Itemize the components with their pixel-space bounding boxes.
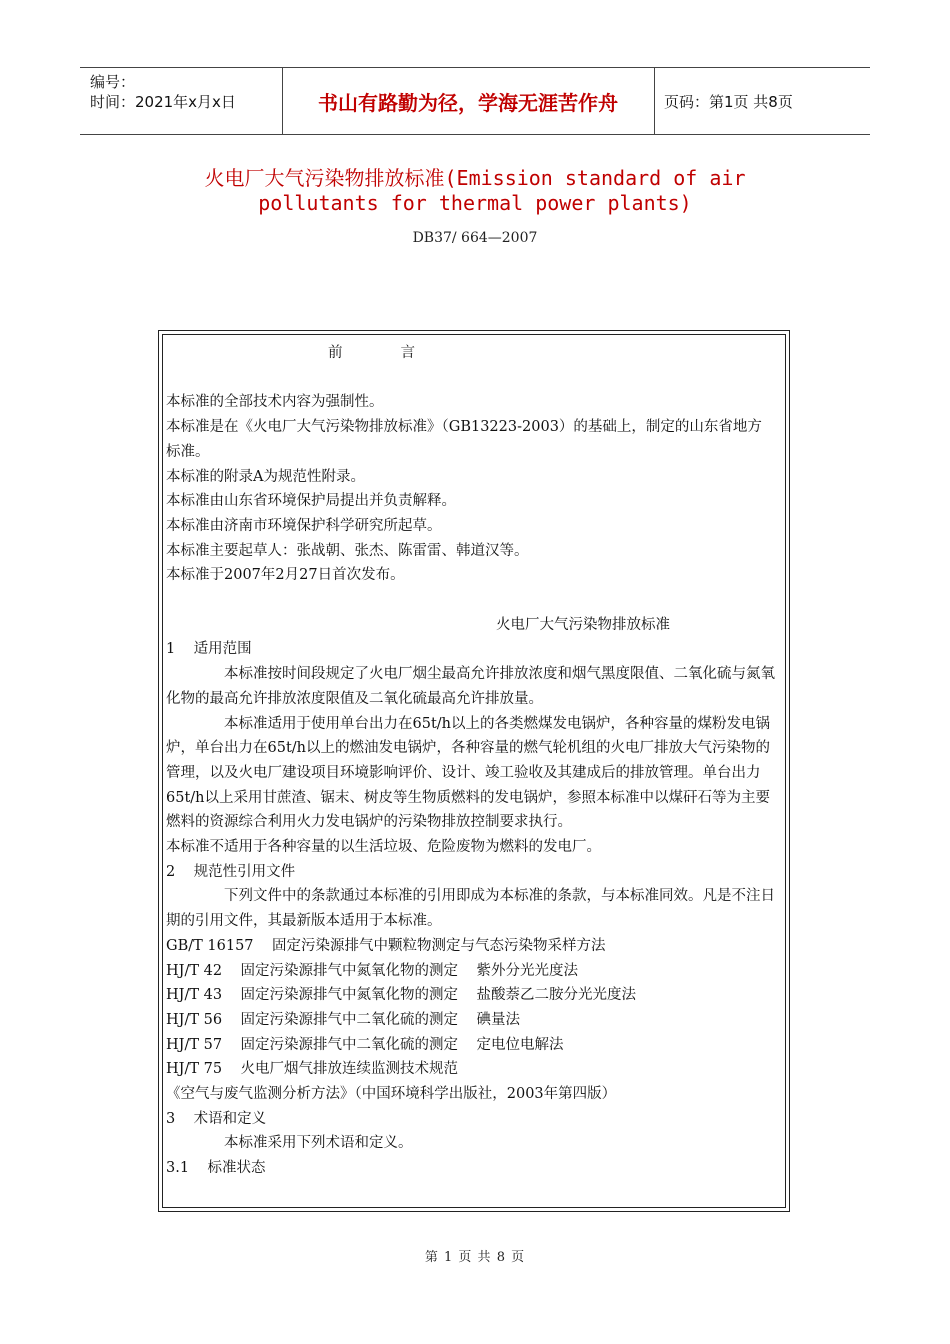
reference-item: HJ/T 56 固定污染源排气中二氧化硫的测定 碘量法 (166, 1011, 520, 1028)
title-line-2: pollutants for thermal power plants) (258, 191, 692, 215)
header-divider-right (654, 68, 655, 134)
reference-item: 《空气与废气监测分析方法》（中国环境科学出版社，2003年第四版） (166, 1086, 617, 1103)
section-2-paragraph-1: 下列文件中的条款通过本标准的引用即成为本标准的条款，与本标准同效。凡是不注日期的引用文件，其最新版本适用于本标准。 (166, 888, 775, 930)
header-meta (90, 72, 280, 112)
page-footer: 第 1 页 共 8 页 (424, 1250, 526, 1265)
section-3-paragraph-1: 本标准采用下列术语和定义。 (224, 1135, 413, 1152)
header-page-info: 页码：第1页 共8页 (664, 92, 793, 111)
preface-paragraph: 本标准的附录A为规范性附录。 (166, 468, 365, 485)
header-motto: 书山有路勤为径，学海无涯苦作舟 (318, 90, 618, 115)
reference-item: HJ/T 42 固定污染源排气中氮氧化物的测定 紫外分光光度法 (166, 962, 578, 979)
date-label: 时间：2021年x月x日 (90, 93, 236, 111)
content-frame (158, 330, 790, 1212)
spacer (166, 588, 776, 613)
reference-item: HJ/T 57 固定污染源排气中二氧化硫的测定 定电位电解法 (166, 1036, 564, 1053)
preface-paragraph: 本标准于2007年2月27日首次发布。 (166, 567, 405, 584)
standard-title: 火电厂大气污染物排放标准 (496, 616, 670, 633)
page-header (80, 67, 870, 135)
section-3-1-heading: 3.1 标准状态 (166, 1160, 266, 1177)
section-1-paragraph-1: 本标准按时间段规定了火电厂烟尘最高允许排放浓度和烟气黑度限值、二氧化硫与氮氧化物的最高允许排放浓度限值及二氧化硫最高允许排放量。 (166, 666, 775, 707)
preface-paragraph: 本标准的全部技术内容为强制性。 (166, 394, 384, 411)
document-title (100, 166, 850, 216)
code-label: 编号： (90, 73, 136, 91)
title-line-1: 火电厂大气污染物排放标准(Emission standard of air (204, 166, 746, 190)
preface-paragraph: 本标准由济南市环境保护科学研究所起草。 (166, 517, 442, 534)
preface-heading: 前 言 (328, 345, 415, 361)
standard-code: DB37/ 664—2007 (412, 230, 538, 246)
preface-paragraph: 本标准主要起草人：张战朝、张杰、陈雷雷、韩道汉等。 (166, 542, 529, 559)
section-3-heading: 3 术语和定义 (166, 1110, 267, 1127)
content-text (166, 341, 776, 1181)
preface-paragraph: 本标准由山东省环境保护局提出并负责解释。 (166, 493, 456, 510)
reference-item: GB/T 16157 固定污染源排气中颗粒物测定与气态污染物采样方法 (166, 937, 606, 954)
section-1-paragraph-2: 本标准适用于使用单台出力在65t/h以上的各类燃煤发电锅炉，各种容量的煤粉发电锅炉，单台出力在65t/h以上的燃油发电锅炉，各种容量的燃气轮机组的火电厂排放大气污染物的管理，以及火电厂建设项目环境影响评价、设计、竣工验收及其建成后的排放管理。单台出力65t/h以上采用甘蔗渣、锯末、树皮等生物质燃料的发电锅炉，参照本标准中以煤矸石等为主要燃料的资源综合利用火力发电锅炉的污染物排放控制要求执行。 (166, 715, 770, 831)
section-2-heading: 2 规范性引用文件 (166, 863, 296, 880)
preface-paragraph: 本标准是在《火电厂大气污染物排放标准》（GB13223-2003）的基础上，制定的山东省地方标准。 (166, 419, 762, 460)
spacer (166, 366, 776, 391)
reference-item: HJ/T 43 固定污染源排气中氮氧化物的测定 盐酸萘乙二胺分光光度法 (166, 987, 636, 1004)
reference-item: HJ/T 75 火电厂烟气排放连续监测技术规范 (166, 1061, 459, 1078)
section-1-heading: 1 适用范围 (166, 641, 252, 658)
section-1-paragraph-3: 本标准不适用于各种容量的以生活垃圾、危险废物为燃料的发电厂。 (166, 839, 601, 856)
